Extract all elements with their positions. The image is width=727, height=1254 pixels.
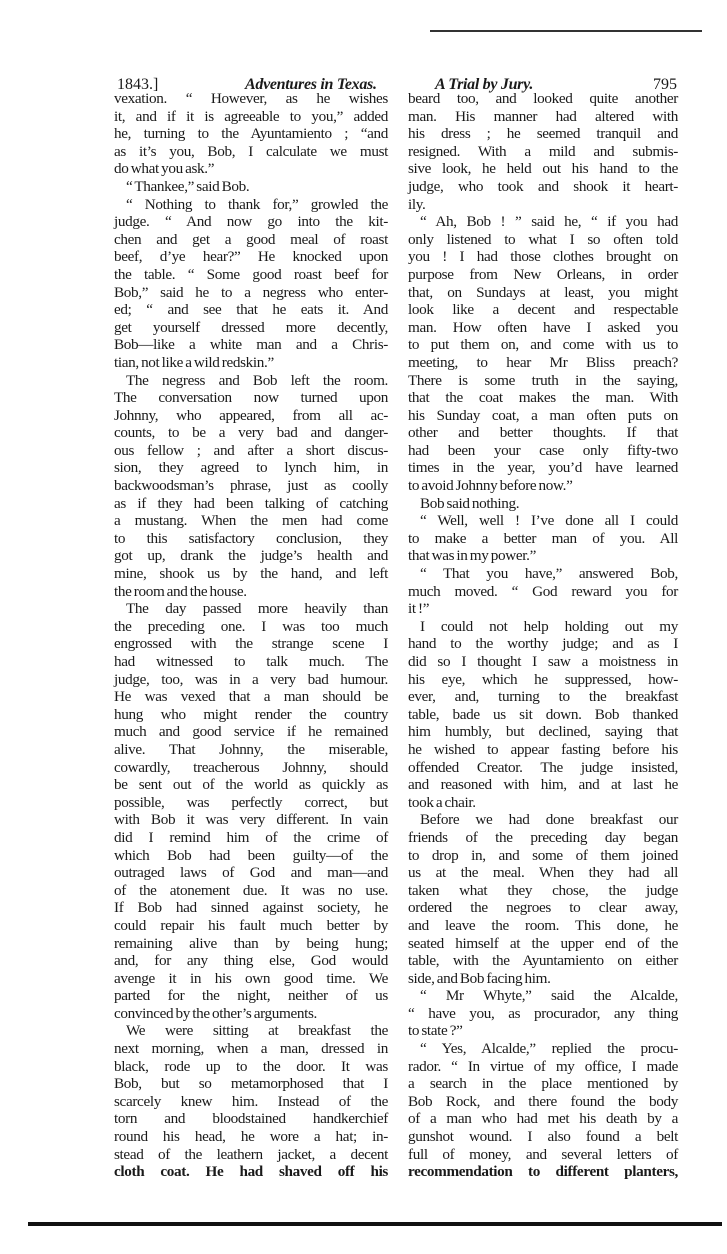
text-line: counts, to be a very bad and danger-	[114, 424, 388, 442]
text-line: to this satisfactory conclusion, they	[114, 529, 388, 547]
paragraph	[408, 90, 678, 213]
text-line: and reasoned with him, and at last he	[408, 776, 678, 794]
text-line: hand to the worthy judge; and as I	[408, 635, 678, 653]
paragraph	[408, 512, 678, 565]
text-line: The day passed more heavily than	[126, 600, 388, 618]
paragraph	[114, 600, 388, 1022]
text-line: recommendation to different planters,	[408, 1163, 678, 1181]
paragraph	[408, 495, 678, 513]
text-line: him humbly, but declined, saying that	[408, 723, 678, 741]
text-line: sive look, he held out his hand to the	[408, 160, 678, 178]
text-line: outraged laws of God and man—and	[114, 864, 388, 882]
text-line: chen and get a good meal of roast	[114, 230, 388, 248]
paragraph	[114, 372, 388, 601]
text-column-left	[114, 90, 388, 1181]
text-line: he, turning to the Ayuntamiento ; “and	[114, 125, 388, 143]
text-line: torn and bloodstained handkerchief	[114, 1110, 388, 1128]
text-line: full of money, and several letters of	[408, 1145, 678, 1163]
text-line: man. How often have I asked you	[408, 318, 678, 336]
text-line: as if they had been talking of catching	[114, 494, 388, 512]
text-line: the room and the house.	[114, 582, 247, 600]
header-year: 1843.]	[117, 76, 159, 93]
text-line: convinced by the other’s arguments.	[114, 1004, 317, 1022]
text-line: table, with the Ayuntamiento on either	[408, 952, 678, 970]
text-line: cloth coat. He had shaved off his	[114, 1163, 388, 1181]
text-line: that, on Sundays at least, you might	[408, 283, 678, 301]
text-line: There is some truth in the saying,	[408, 371, 678, 389]
text-line: judge, who took and shook it heart-	[408, 177, 678, 195]
text-line: had been your case only fifty-two	[408, 441, 678, 459]
text-line: his eye, which he suppressed, how-	[408, 670, 678, 688]
text-line: much moved. “ God reward you for	[408, 582, 678, 600]
text-line: ever, and, turning to the breakfast	[408, 688, 678, 706]
text-line: meeting, to hear Mr Bliss preach?	[408, 353, 678, 371]
text-line: that was in my power.”	[408, 547, 536, 565]
text-line: it, and if it is agreeable to you,” added	[114, 107, 388, 125]
text-line: Bob said nothing.	[420, 494, 520, 512]
bottom-rule	[28, 1222, 722, 1226]
text-line: get yourself dressed more decently,	[114, 318, 388, 336]
text-line: only listened to what I so often told	[408, 230, 678, 248]
text-line: look like a decent and respectable	[408, 301, 678, 319]
text-line: He was vexed that a man should be	[114, 688, 388, 706]
text-line: a mustang. When the men had come	[114, 512, 388, 530]
text-line: ily.	[408, 195, 426, 213]
text-line: which Bob had been guilty—of the	[114, 846, 388, 864]
text-line: to put them on, and come with us to	[408, 336, 678, 354]
header-subtitle: A Trial by Jury.	[435, 76, 534, 93]
paragraph	[114, 178, 388, 196]
text-line: seated himself at the upper end of the	[408, 934, 678, 952]
paragraph	[408, 213, 678, 495]
text-line: The negress and Bob left the room.	[126, 371, 388, 389]
text-line: alive. That Johnny, the miserable,	[114, 740, 388, 758]
text-column-right	[408, 90, 678, 1181]
text-line: sion, they agreed to lynch him, in	[114, 459, 388, 477]
text-line: “ Well, well ! I’ve done all I could	[420, 512, 678, 530]
paragraph	[408, 618, 678, 812]
text-line: did I remind him of the crime of	[114, 828, 388, 846]
text-line: cowardly, treacherous Johnny, should	[114, 758, 388, 776]
text-line: black, rode up to the door. It was	[114, 1057, 388, 1075]
top-rule	[430, 30, 702, 32]
text-line: hung who might render the country	[114, 705, 388, 723]
text-line: possible, was perfectly correct, but	[114, 793, 388, 811]
text-line: “ Yes, Alcalde,” replied the procu-	[420, 1040, 678, 1058]
text-line: that the coat makes the man. With	[408, 389, 678, 407]
text-line: and leave the room. This done, he	[408, 916, 678, 934]
text-line: parted for the night, neither of us	[114, 987, 388, 1005]
text-line: other and better thoughts. If that	[408, 424, 678, 442]
paragraph	[114, 196, 388, 372]
text-line: avenge it in his own good time. We	[114, 969, 388, 987]
text-line: friends of the preceding day began	[408, 828, 678, 846]
text-line: did so I thought I saw a moistness in	[408, 653, 678, 670]
text-line: Bob,” said he to a negress who enter-	[114, 283, 388, 301]
text-line: the preceding one. I was too much	[114, 617, 388, 635]
text-line: you ! I had those clothes brought on	[408, 248, 678, 266]
text-line: “ Ah, Bob ! ” said he, “ if you had	[420, 213, 678, 231]
text-line: “ Mr Whyte,” said the Alcalde,	[420, 987, 678, 1005]
text-line: to state ?”	[408, 1022, 463, 1040]
text-line: purpose from New Orleans, in order	[408, 265, 678, 283]
text-line: it !”	[408, 600, 430, 618]
text-line: “ That you have,” answered Bob,	[420, 565, 678, 583]
text-line: We were sitting at breakfast the	[126, 1022, 388, 1040]
text-line: with Bob it was very different. In vain	[114, 811, 388, 829]
text-line: judge, too, was in a very bad humour.	[114, 670, 388, 688]
text-line: of the atonement due. It was no use.	[114, 881, 388, 899]
text-line: I could not help holding out my	[420, 617, 678, 635]
text-line: Johnny, who appeared, from all ac-	[114, 406, 388, 424]
text-line: taken what they chose, the judge	[408, 881, 678, 899]
text-line: judge. “ And now go into the kit-	[114, 213, 388, 231]
text-line: of a man who had met his death by a	[408, 1110, 678, 1128]
text-line: be sent out of the world as quickly as	[114, 776, 388, 794]
text-line: resigned. With a mild and submis-	[408, 142, 678, 160]
text-line: his Sunday coat, a man often puts on	[408, 406, 678, 424]
text-line: “ have you, as procurador, any thing	[408, 1004, 678, 1022]
text-line: to avoid Johnny before now.”	[408, 477, 573, 495]
text-line: to make a better man of you. All	[408, 529, 678, 547]
paragraph	[408, 811, 678, 987]
text-line: Bob, but so metamorphosed that I	[114, 1075, 388, 1093]
text-line: offended Creator. The judge insisted,	[408, 758, 678, 776]
header-title: Adventures in Texas.	[245, 76, 377, 93]
text-line: next morning, when a man, dressed in	[114, 1040, 388, 1058]
text-line: Bob Rock, and there found the body	[408, 1092, 678, 1110]
text-line: had witnessed to talk much. The	[114, 653, 388, 670]
text-line: got up, drank the judge’s health and	[114, 547, 388, 565]
text-line: gunshot wound. I also found a belt	[408, 1128, 678, 1146]
text-line: mine, shook us by the hand, and left	[114, 565, 388, 583]
text-line: beef, d’ye hear?” He knocked upon	[114, 248, 388, 266]
text-line: ous fellow ; and after a short discus-	[114, 441, 388, 459]
text-line: The conversation now turned upon	[114, 389, 388, 407]
text-line: Bob—like a white man and a Chris-	[114, 336, 388, 354]
text-line: a search in the place mentioned by	[408, 1075, 678, 1093]
text-line: ordered the negroes to clear away,	[408, 899, 678, 917]
text-line: “ Thankee,” said Bob.	[126, 177, 250, 195]
text-line: tian, not like a wild redskin.”	[114, 353, 274, 371]
text-line: and, for any thing else, God would	[114, 952, 388, 970]
text-line: ed; “ and see that he eats it. And	[114, 301, 388, 319]
text-line: times in the year, you’d have learned	[408, 459, 678, 477]
text-line: Before we had done breakfast our	[420, 811, 678, 829]
text-line: remaining alive than by being hung;	[114, 934, 388, 952]
text-line: the table. “ Some good roast beef for	[114, 265, 388, 283]
text-line: he wished to appear fasting before his	[408, 740, 678, 758]
text-line: rador. “ In virtue of my office, I made	[408, 1057, 678, 1075]
text-line: us at the meal. When they had all	[408, 864, 678, 882]
text-line: side, and Bob facing him.	[408, 969, 551, 987]
paragraph	[114, 90, 388, 178]
text-line: “ Nothing to thank for,” growled the	[126, 195, 388, 213]
text-line: as it’s you, Bob, I calculate we must	[114, 142, 388, 160]
text-line: could repair his fault much better by	[114, 916, 388, 934]
paragraph	[408, 1040, 678, 1181]
text-line: backwoodsman’s phrase, just as coolly	[114, 477, 388, 495]
text-line: took a chair.	[408, 793, 476, 811]
paragraph	[114, 1022, 388, 1180]
text-line: table, bade us sit down. Bob thanked	[408, 705, 678, 723]
text-line: engrossed with the strange scene I	[114, 635, 388, 653]
text-line: to drop in, and some of them joined	[408, 846, 678, 864]
text-line: do what you ask.”	[114, 160, 215, 178]
text-line: scarcely knew him. Instead of the	[114, 1092, 388, 1110]
text-line: If Bob had sinned against society, he	[114, 899, 388, 917]
text-line: stead of the leathern jacket, a decent	[114, 1145, 388, 1163]
text-line: round his head, he wore a hat; in-	[114, 1128, 388, 1146]
text-line: man. His manner had altered with	[408, 107, 678, 125]
text-line: much and good service if he remained	[114, 723, 388, 741]
paragraph	[408, 565, 678, 618]
text-line: vexation. “ However, as he wishes	[114, 90, 388, 107]
text-line: beard too, and looked quite another	[408, 90, 678, 107]
paragraph	[408, 987, 678, 1040]
text-line: his dress ; he seemed tranquil and	[408, 125, 678, 143]
page-number: 795	[653, 76, 677, 93]
